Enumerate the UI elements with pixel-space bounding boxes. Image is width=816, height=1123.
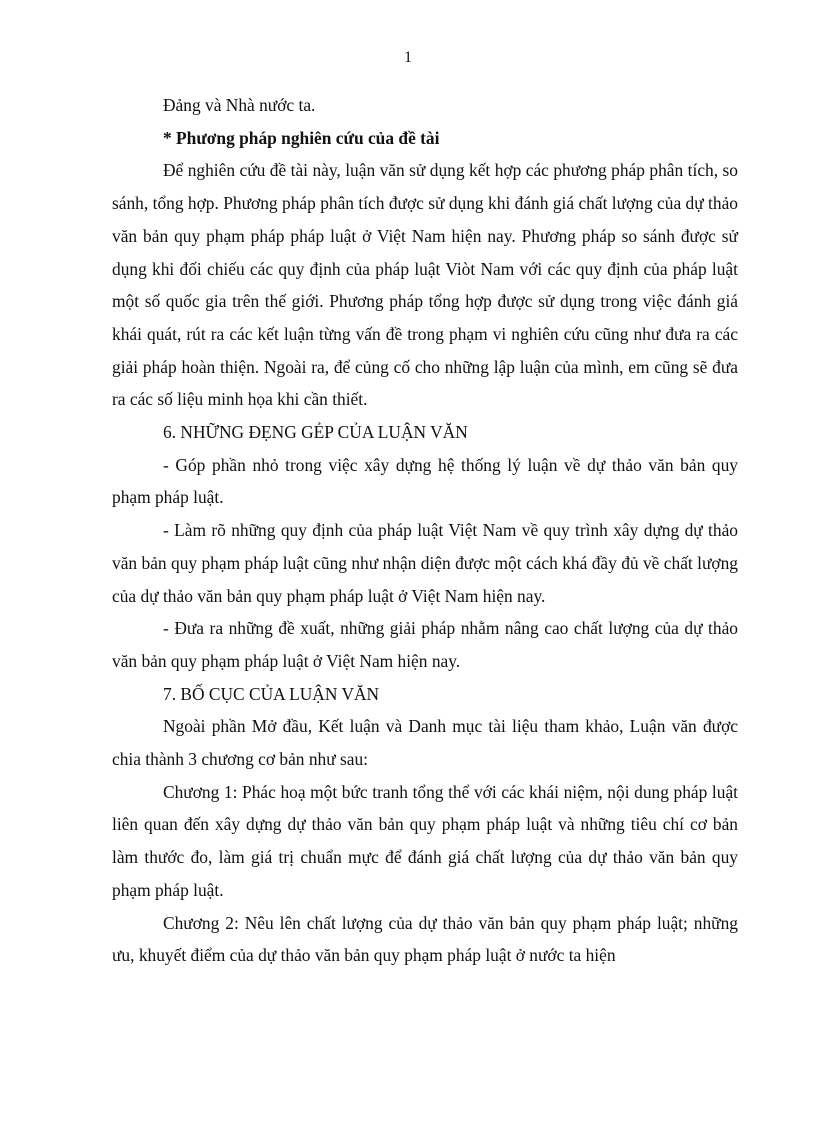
page-number: 1 — [404, 49, 412, 66]
paragraph-continuation: Đảng và Nhà nước ta. — [163, 95, 316, 115]
section-heading-structure: 7. BỐ CỤC CỦA LUẬN VĂN — [163, 683, 380, 704]
section-heading-contributions: 6. NHỮNG ĐẸNG GẺP CỦA LUẬN VĂN — [163, 422, 468, 443]
document-body — [112, 89, 738, 972]
section-subheading-methods: * Phương pháp nghiên cứu của đề tài — [163, 127, 440, 148]
paragraph-chapter-1: Chương 1: Phác hoạ một bức tranh tổng thể với các khái niệm, nội dung pháp luật liên quan đến xây dựng dự thảo văn bản quy phạm pháp luật và những tiêu chí cơ bản làm thước đo, làm giá trị chuẩn mực để đánh giá chất lượng của dự thảo văn bản quy phạm pháp luật. — [112, 781, 738, 900]
list-item-contribution-1: - Góp phần nhỏ trong việc xây dựng hệ thống lý luận về dự thảo văn bản quy phạm pháp luật. — [112, 454, 738, 508]
paragraph-methods: Để nghiên cứu đề tài này, luận văn sử dụng kết hợp các phương pháp phân tích, so sánh, tổng hợp. Phương pháp phân tích được sử dụng khi đánh giá chất lượng của dự thảo văn bản quy phạm pháp pháp luật ở Việt Nam hiện nay. Phương pháp so sánh được sử dụng khi đối chiếu các quy định của pháp luật Viòt Nam với các quy định của pháp luật một số quốc gia trên thế giới. Phương pháp tổng hợp được sử dụng trong việc đánh giá khái quát, rút ra các kết luận từng vấn đề trong phạm vi nghiên cứu cũng như đưa ra các giải pháp hoàn thiện. Ngoài ra, để củng cố cho những lập luận của mình, em cũng sẽ đưa ra các số liệu minh họa khi cần thiết. — [112, 160, 738, 410]
paragraph-structure-intro: Ngoài phần Mở đầu, Kết luận và Danh mục tài liệu tham khảo, Luận văn được chia thành 3 chương cơ bản như sau: — [112, 716, 738, 770]
paragraph-chapter-2: Chương 2: Nêu lên chất lượng của dự thảo văn bản quy phạm pháp luật; những ưu, khuyết điểm của dự thảo văn bản quy phạm pháp luật ở nước ta hiện — [112, 912, 738, 966]
list-item-contribution-2: - Làm rõ những quy định của pháp luật Việt Nam về quy trình xây dựng dự thảo văn bản quy phạm pháp luật cũng như nhận diện được một cách khá đầy đủ về chất lượng của dự thảo văn bản quy phạm pháp luật ở Việt Nam hiện nay. — [112, 520, 738, 606]
list-item-contribution-3: - Đưa ra những đề xuất, những giải pháp nhằm nâng cao chất lượng của dự thảo văn bản quy phạm pháp luật ở Việt Nam hiện nay. — [112, 618, 738, 671]
